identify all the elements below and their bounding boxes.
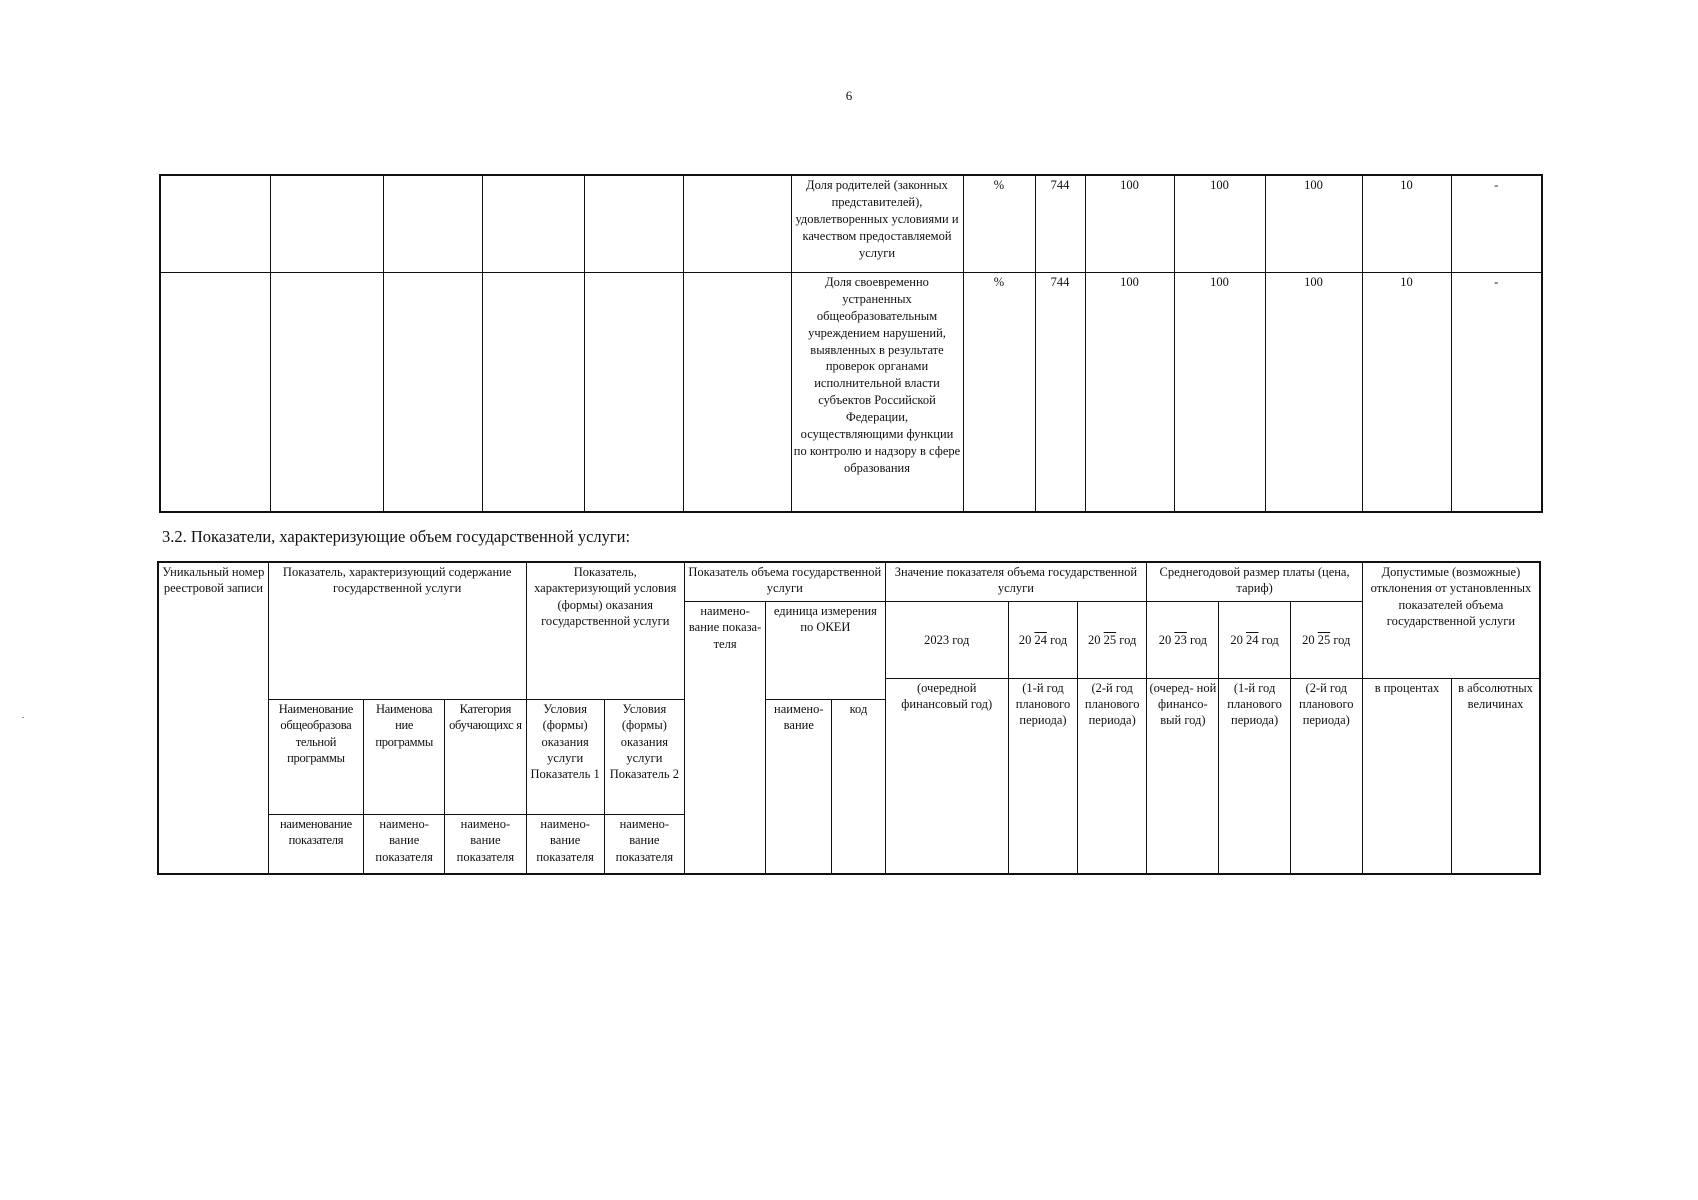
fee-year-2023-label: 20 23 год: [1147, 602, 1219, 679]
empty-cell: [160, 175, 270, 273]
deviation-absolute-cell: -: [1451, 175, 1542, 273]
content-indicator-header: Показатель, характеризующий содержание государственной услуги: [268, 562, 526, 700]
value-2025-cell: 100: [1265, 273, 1362, 513]
deviation-header: Допустимые (возможные) отклонения от установленных показателей объема государственной услуги: [1362, 562, 1540, 678]
empty-cell: [482, 175, 584, 273]
deviation-percent-cell: 10: [1362, 273, 1451, 513]
volume-indicators-table: [157, 561, 1541, 875]
indicator-name: Доля родителей (законных представителей), удовлетворенных условиями и качеством предоставляемой услуги: [791, 175, 963, 273]
program-header: Наименова ние программы: [364, 700, 445, 815]
unit-code-header: код: [832, 700, 885, 875]
fee-year-2023-sublabel: (очеред- ной финансо- вый год): [1147, 678, 1219, 874]
value-2025-cell: 100: [1265, 175, 1362, 273]
volume-indicator-header: Показатель объема государственной услуги: [684, 562, 885, 602]
year-2024-label: 20 24 год: [1008, 602, 1077, 679]
condition-2-header: Условия (формы) оказания услуги Показатель 2: [604, 700, 684, 815]
indicator-name-label: наимено- вание показателя: [604, 815, 684, 875]
empty-cell: [383, 175, 482, 273]
page-number: 6: [845, 88, 853, 103]
empty-cell: [584, 273, 683, 513]
conditions-indicator-header: Показатель, характеризующий условия (формы) оказания государственной услуги: [526, 562, 684, 700]
indicator-name: Доля своевременно устраненных общеобразовательным учреждением нарушений, выявленных в результате проверок органами исполнительной власти субъектов Российской Федерации, осуществляющими функции по контролю и надзору в сфере образования: [791, 273, 963, 513]
okei-code-cell: 744: [1035, 175, 1085, 273]
empty-cell: [160, 273, 270, 513]
quality-indicators-table-continued: [159, 174, 1543, 513]
volume-value-header: Значение показателя объема государственной услуги: [885, 562, 1147, 602]
empty-cell: [683, 175, 791, 273]
year-2023-label: 2023 год: [885, 602, 1008, 679]
fee-year-2025-sublabel: (2-й год планового периода): [1290, 678, 1362, 874]
table-row: [160, 273, 1542, 513]
deviation-percent-header: в процентах: [1362, 678, 1451, 874]
unit-cell: %: [963, 273, 1035, 513]
fee-year-2024-label: 20 24 год: [1219, 602, 1290, 679]
okei-unit-header: единица измерения по ОКЕИ: [766, 602, 885, 700]
year-2025-sublabel: (2-й год планового периода): [1078, 678, 1147, 874]
value-2023-cell: 100: [1085, 175, 1174, 273]
fee-year-2025-label: 20 25 год: [1290, 602, 1362, 679]
program-name-header: Наименование общеобразова тельной программы: [268, 700, 363, 815]
indicator-name-label: наимено- вание показателя: [445, 815, 526, 875]
empty-cell: [683, 273, 791, 513]
indicator-name-label: наимено- вание показателя: [364, 815, 445, 875]
empty-cell: [584, 175, 683, 273]
value-2024-cell: 100: [1174, 175, 1265, 273]
indicator-name-label: наименование показателя: [268, 815, 363, 875]
table-row: [160, 175, 1542, 273]
unique-number-header: Уникальный номер реестровой записи: [158, 562, 268, 874]
year-2024-sublabel: (1-й год планового периода): [1008, 678, 1077, 874]
student-category-header: Категория обучающихс я: [445, 700, 526, 815]
year-2023-sublabel: (очередной финансовый год): [885, 678, 1008, 874]
condition-1-header: Условия (формы) оказания услуги Показатель 1: [526, 700, 604, 815]
deviation-absolute-header: в абсолютных величинах: [1452, 678, 1540, 874]
scan-speck: [22, 717, 24, 718]
unit-name-header: наимено- вание: [766, 700, 832, 875]
value-2023-cell: 100: [1085, 273, 1174, 513]
okei-code-cell: 744: [1035, 273, 1085, 513]
empty-cell: [270, 175, 383, 273]
year-2025-label: 20 25 год: [1078, 602, 1147, 679]
deviation-absolute-cell: -: [1451, 273, 1542, 513]
header-row: [158, 562, 1540, 602]
indicator-name-header: наимено- вание показа- теля: [684, 602, 765, 875]
average-fee-header: Среднегодовой размер платы (цена, тариф): [1147, 562, 1363, 602]
empty-cell: [482, 273, 584, 513]
indicator-name-label: наимено- вание показателя: [526, 815, 604, 875]
section-heading: 3.2. Показатели, характеризующие объем государственной услуги:: [162, 527, 631, 546]
fee-year-2024-sublabel: (1-й год планового периода): [1219, 678, 1290, 874]
empty-cell: [383, 273, 482, 513]
deviation-percent-cell: 10: [1362, 175, 1451, 273]
value-2024-cell: 100: [1174, 273, 1265, 513]
unit-cell: %: [963, 175, 1035, 273]
empty-cell: [270, 273, 383, 513]
